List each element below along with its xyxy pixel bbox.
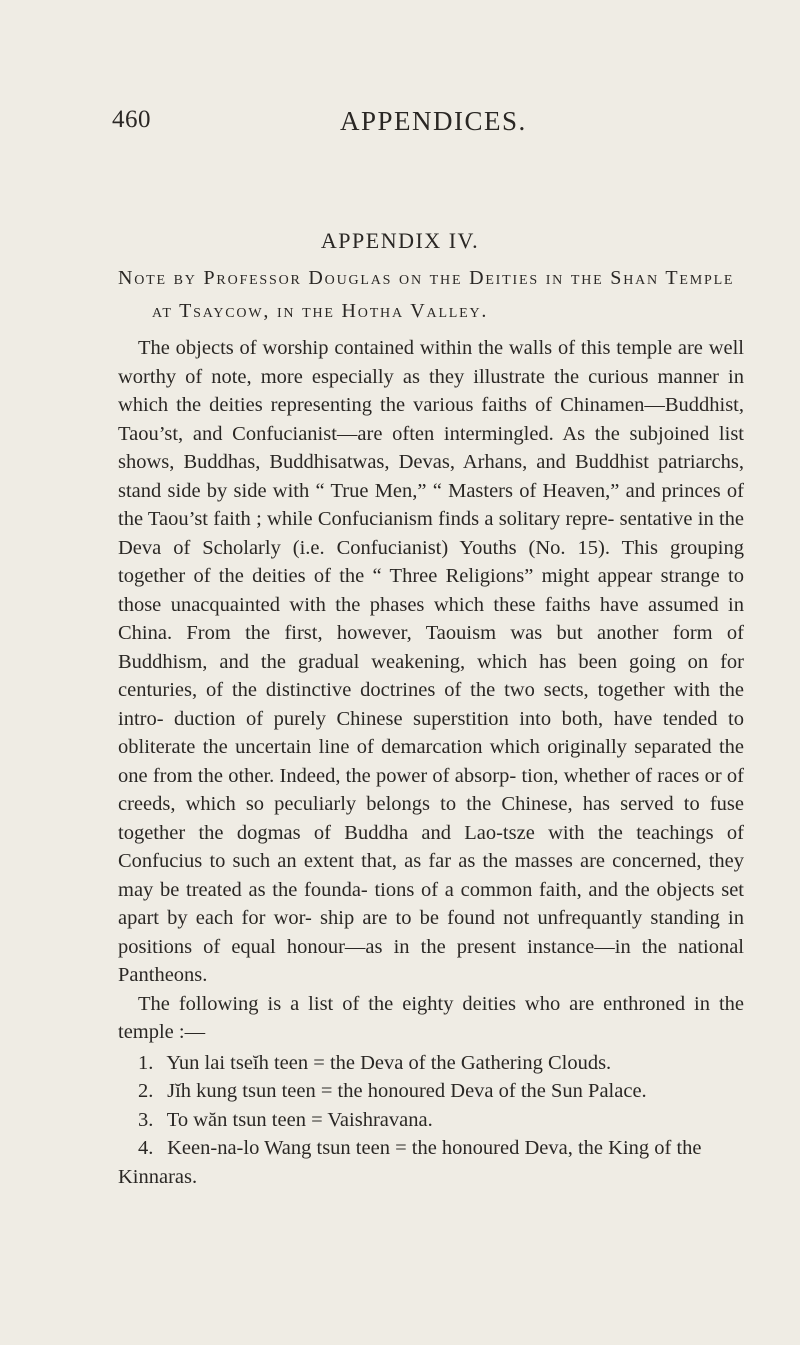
deity-list — [118, 1049, 744, 1192]
running-head — [0, 106, 800, 146]
list-item-number: 1. — [138, 1051, 154, 1074]
list-item-number: 2. — [138, 1080, 154, 1102]
list-item — [118, 1077, 744, 1106]
list-item-text: Keen-na-lo Wang tsun teen = the honoured Deva, the King of the Kinnaras. — [118, 1137, 702, 1188]
appendix-heading-line1: Note by Professor Douglas on the Deities in the Shan Temple — [118, 267, 735, 289]
list-item — [118, 1134, 744, 1191]
page-number: 460 — [112, 106, 151, 133]
list-item-text: To wăn tsun teen = Vaishravana. — [166, 1108, 433, 1131]
list-item-number: 4. — [138, 1137, 154, 1159]
appendix-heading — [118, 262, 748, 328]
list-item-text: Jĭh kung tsun teen = the honoured Deva of the Sun Palace. — [167, 1080, 647, 1102]
paragraph-list-intro: The following is a list of the eighty deities who are enthroned in the temple :— — [118, 992, 744, 1043]
list-item-number: 3. — [138, 1108, 154, 1131]
paragraph-intro: The objects of worship contained within the walls of this temple are well worthy of note, more especially as they illustrate the curious manner in which the deities representing the various faiths of Chinamen—Buddhist, Taou’st, and Confucianist—are often intermingled. As the subjoined list shows, Buddhas, Buddhisatwas, Devas, Arhans, and Buddhist patriarchs, stand side by side with “ True Men,” “ Masters of Heaven,” and princes of the Taou’st faith ; while Confucianism finds a solitary repre- sentative in the Deva of Scholarly (i.e. Confucianist) Youths (No. 15). This grouping together of the deities of the “ Three Religions” might appear strange to those unacquainted with the phases which these faiths have assumed in China. From the first, however, Taouism was but another form of Buddhism, and the gradual weakening, which has been going on for centuries, of the distinctive doctrines of the two sects, together with the intro- duction of purely Chinese superstition into both, have tended to obliterate the uncertain line of demarcation which originally separated the one from the other. Indeed, the power of absorp- tion, whether of races or of creeds, which so peculiarly belongs to the Chinese, has served to fuse together the dogmas of Buddha and Lao-tsze with the teachings of Confucius to such an extent that, as far as the masses are concerned, they may be treated as the founda- tions of a common faith, and the objects set apart by each for wor- ship are to be found not unfrequantly standing in positions of equal honour—as in the present instance—in the national Pantheons. — [118, 337, 744, 986]
list-item — [118, 1106, 744, 1135]
running-title: APPENDICES. — [340, 106, 527, 136]
appendix-title: APPENDIX IV. — [320, 228, 480, 253]
list-item-text: Yun lai tseĭh teen = the Deva of the Gathering Clouds. — [166, 1051, 612, 1074]
appendix-heading-line2: at Tsaycow, in the Hotha Valley. — [152, 300, 489, 322]
list-item — [118, 1049, 744, 1078]
body-text — [118, 334, 744, 1191]
